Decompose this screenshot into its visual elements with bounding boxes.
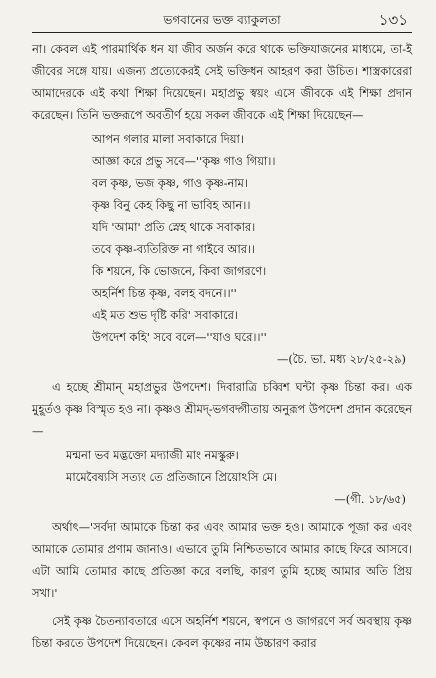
citation-1: —(চৈ. ভা. মধ্য ২৮/২৫-২৯)	[276, 352, 406, 366]
verse-line: আপন গলার মালা সবাকারে দিয়া।	[92, 132, 244, 146]
page-number: ১৩১	[378, 11, 408, 29]
verse-line: এই মত শুভ দৃষ্টি করি' সবাকারে।	[92, 308, 238, 322]
citation-2: —(গী. ১৮/৬৫)	[334, 492, 406, 506]
verse-line: অহর্নিশ চিন্ত কৃষ্ণ, বলহ বদনে।।''	[92, 286, 237, 300]
verse-line: উপদেশ কহি' সবে বলে—''যাও ঘরে।।''	[92, 330, 267, 344]
running-head: ভগবানের ভক্ত ব্যাকুলতা	[163, 13, 281, 27]
verse-line: মন্মনা ভব মদ্ভক্তো মদ্যাজী মাং নমস্কুরু।	[66, 448, 239, 462]
verse-line: বল কৃষ্ণ, ভজ কৃষ্ণ, গাও কৃষ্ণ-নাম।	[92, 176, 248, 190]
page-header	[32, 0, 412, 34]
header-rule	[32, 32, 412, 33]
verse-block-1	[92, 128, 412, 348]
verse-line: যদি 'আমা' প্রতি স্নেহ থাকে সবাকার।	[92, 220, 256, 234]
paragraph-1: না। কেবল এই পারমার্থিক ধন যা জীব অর্জন করে থাকে ভক্তিযাজনের মাধ্যমে, তা-ই জীবের সঙ্গে যায়। এজন্য প্রত্যেকেরই সেই ভক্তিধন আহরণ করা উচিত। শাস্ত্রকারেরা আমাদেরকে এই কথা শিক্ষা দিয়েছেন। মহাপ্রভু স্বয়ং এসে জীবকে এই শিক্ষা প্রদান করেছেন। তিনি ভক্তরূপে অবতীর্ণ হয়ে সকল জীবকে এই শিক্ষা দিয়েছেন—	[32, 42, 412, 122]
paragraph-4: সেই কৃষ্ণ চৈতন্যাবতারে এসে অহর্নিশ শয়নে, স্বপনে ও জাগরণে সর্ব অবস্থায় কৃষ্ণ চিন্তা করতে উপদেশ দিয়েছেন। কেবল কৃষ্ণের নাম উচ্চারণ করার	[32, 614, 412, 650]
verse-line: আজ্ঞা করে প্রভু সবে—''কৃষ্ণ গাও গিয়া।।	[92, 154, 276, 168]
verse-line: মামেবৈষ্যসি সত্যং তে প্রতিজানে প্রিয়োঽসি মে।	[66, 470, 278, 484]
verse-block-2	[66, 444, 412, 488]
verse-line: কি শয়নে, কি ভোজনে, কিবা জাগরণে।	[92, 264, 267, 278]
paragraph-2: এ হচ্ছে শ্রীমান্ মহাপ্রভুর উপদেশ। দিবারাত্রি চব্বিশ ঘন্টা কৃষ্ণ চিন্তা কর। এক মুহূর্তও কৃষ্ণ বিস্মৃত হও না। কৃষ্ণও শ্রীমদ্-ভগবদ্গীতায় অনুরূপ উপদেশ প্রদান করেছেন—	[32, 380, 412, 438]
verse-line: কৃষ্ণ বিনু কেহ কিছু না ভাবিহ আন।।	[92, 198, 251, 212]
paragraph-3: অর্থাৎ—'সর্বদা আমাকে চিন্তা কর এবং আমার ভক্ত হও। আমাকে পূজা কর এবং আমাকে তোমার প্রণাম জানাও। এভাবে তুমি নিশ্চিতভাবে আমার কাছে ফিরে আসবে। এটা আমি তোমার কাছে প্রতিজ্ঞা করে বলছি, কারণ তুমি হচ্ছে আমার অতি প্রিয় সখা।'	[32, 520, 412, 600]
verse-line: তবে কৃষ্ণ-ব্যতিরিক্ত না গাইবে আর।।	[92, 242, 256, 256]
